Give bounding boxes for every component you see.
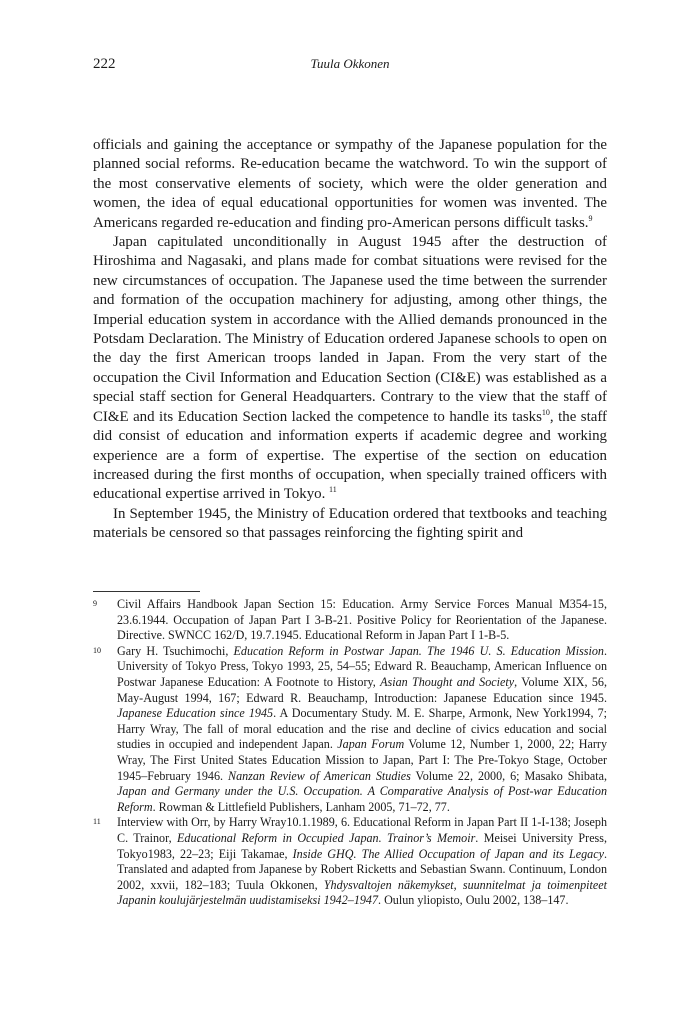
footnote-text-run: . Meisei University Press, Tokyo1983, 22–23; Eiji Takamae, <box>117 830 607 861</box>
footnote-italic-title: Nanzan Review of American Studies <box>228 768 411 783</box>
footnotes <box>93 597 607 909</box>
footnote-text-run: . Oulun yliopisto, Oulu 2002, 138–147. <box>378 893 569 908</box>
paragraph <box>93 136 607 233</box>
footnote-italic-title: Yhdysvaltojen näkemykset, suunnitelmat ja toimenpiteet Japanin koulujärjestelmän uudistamiseksi 1942–1947 <box>117 877 607 908</box>
footnote-italic-title: Education Reform in Postwar Japan. The 1946 U. S. Education Mission <box>233 643 604 658</box>
footnote-text-run: Interview with Orr, by Harry Wray10.1.1989, 6. Educational Reform in Japan Part II 1-I-138; Joseph C. Trainor, <box>117 815 607 845</box>
footnote-text-run: Volume 22, 2000, 6; Masako Shibata, <box>410 768 607 783</box>
footnote-text-run: Civil Affairs Handbook Japan Section 15: Education. Army Service Forces Manual M354-15, 23.6.1944. Occupation of Japan Part I 3-B-21. Positive Policy for Reorientation of the Japanese. Directive. SWNCC 162/D, 19.7.1945. Educational Reform in Japan Part I 1-B-5. <box>117 597 607 643</box>
footnote-text-run: . A Documentary Study. M. E. Sharpe, Armonk, New York1994, 7; Harry Wray, The fall of moral education and the rise and decline of civics education and social studies in occupied and independent Japan. <box>117 706 607 752</box>
footnote-text-run: Gary H. Tsuchimochi, <box>117 643 234 658</box>
footnote <box>93 644 607 816</box>
footnote-italic-title: Japan Forum <box>337 737 405 752</box>
paragraph-text: officials and gaining the acceptance or sympathy of the Japanese population for the planned social reforms. Re-education became the watchword. To win the support of the most conservative elements of society, which were the older generation and women, the idea of equal educational opportunities for women was invented. The Americans regarded re-education and finding pro-American persons difficult tasks. <box>93 137 607 231</box>
paragraph <box>93 233 607 505</box>
main-text <box>93 136 607 544</box>
footnote-italic-title: Inside GHQ. The Allied Occupation of Japan and its Legacy <box>292 846 604 861</box>
footnote-text-run: , Volume XIX, 56, May-August 1994, 167; Edward R. Beauchamp, Introduction: Japanese Education since 1945. <box>117 674 608 705</box>
footnote <box>93 815 607 909</box>
footnote-separator <box>93 591 200 592</box>
page-number: 222 <box>93 56 116 72</box>
footnote-number: 9 <box>93 599 97 608</box>
page-header <box>93 56 607 76</box>
paragraph-text: In September 1945, the Ministry of Education ordered that textbooks and teaching materials be censored so that passages reinforcing the fighting spirit and <box>93 505 607 542</box>
footnote-italic-title: Japan and Germany under the U.S. Occupation. A Comparative Analysis of Post-war Education Reform <box>117 784 607 814</box>
footnote-number: 11 <box>93 817 101 827</box>
running-head: Tuula Okkonen <box>310 56 390 71</box>
footnote-text <box>117 597 607 642</box>
footnote-text <box>117 815 607 907</box>
footnote-ref: 10 <box>541 407 550 417</box>
paragraph-text: , the staff did consist of education and information experts if academic degree and working experience are a form of expertise. The expertise of the section on education increased during the first months of occupation, when specially trained officers with educational expertise arrived in Tokyo. <box>93 408 607 503</box>
footnote-ref: 9 <box>588 213 593 223</box>
footnote-text-run: . Translated and adapted from Japanese by Robert Ricketts and Sebastian Swann. Continuum, London 2002, xxvii, 182–183; Tuula Okkonen, <box>117 846 607 892</box>
paragraph-text: Japan capitulated unconditionally in August 1945 after the destruction of Hiroshima and Nagasaki, and plans made for combat situations were revised for the new circumstances of occupation. The Japanese used the time between the surrender and formation of the occupation machinery for adjusting, among other things, the Imperial education system in accordance with the Allied demands pronounced in the Potsdam Declaration. The Ministry of Education ordered Japanese schools to open on the day the first American troops landed in Japan. From the very start of the occupation the Civil Information and Education Section (CI&E) was established as a special staff section for General Headquarters. Contrary to the view that the staff of CI&E and its Education Section lacked the competence to handle its tasks <box>93 234 607 425</box>
footnote-text <box>117 644 607 814</box>
paragraph <box>93 505 607 544</box>
footnote <box>93 597 607 644</box>
footnote-text-run: Volume 12, Number 1, 2000, 22; Harry Wray, The First United States Education Mission to Japan, Part I: The Pre-Tokyo Stage, October 1945–February 1946. <box>117 737 608 783</box>
footnote-text-run: . University of Tokyo Press, Tokyo 1993, 25, 54–55; Edward R. Beauchamp, American Influence on Postwar Japanese Education: A Footnote to History, <box>117 643 607 689</box>
footnote-ref: 11 <box>329 485 337 495</box>
footnote-italic-title: Educational Reform in Occupied Japan. Trainor’s Memoir <box>177 830 476 845</box>
footnote-italic-title: Japanese Education since 1945 <box>117 706 274 721</box>
footnote-italic-title: Asian Thought and Society <box>380 674 515 689</box>
footnote-text-run: . Rowman & Littlefield Publishers, Lanham 2005, 71–72, 77. <box>152 799 450 814</box>
footnote-number: 10 <box>93 645 101 655</box>
